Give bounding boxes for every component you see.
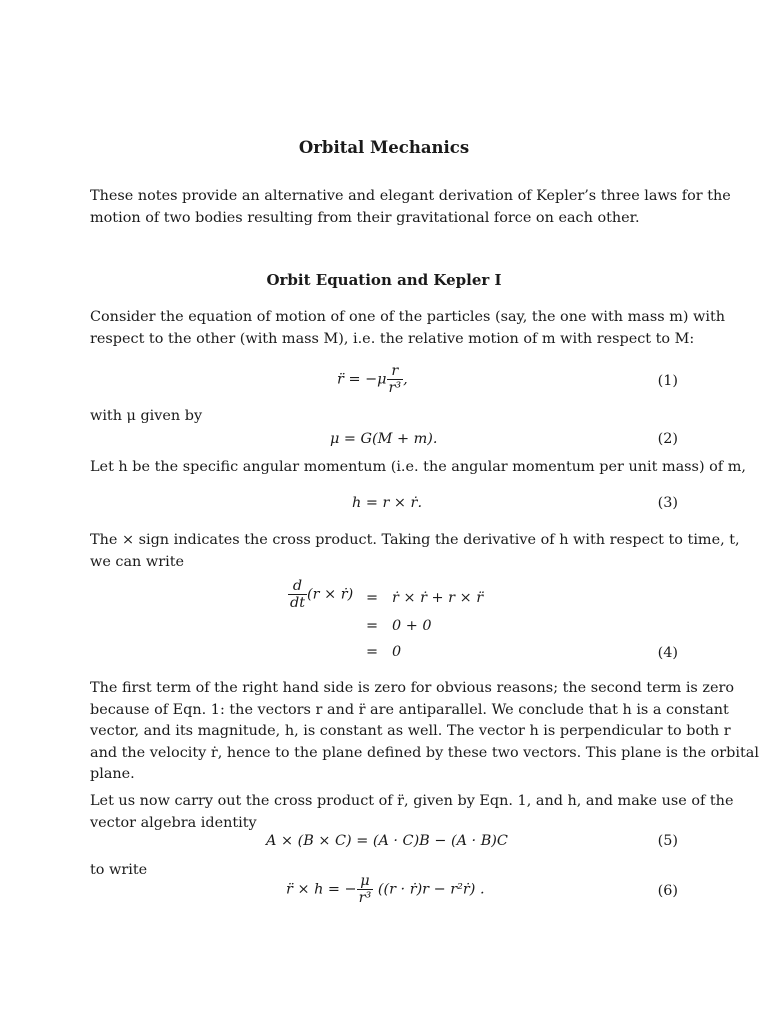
section-title: Orbit Equation and Kepler I bbox=[266, 271, 502, 289]
eq4-eqsign-2: = bbox=[366, 618, 379, 634]
with-mu-text: with μ given by bbox=[90, 408, 203, 424]
eq1-lhs: r̈ = −μ bbox=[337, 371, 387, 388]
eq1-tail: , bbox=[403, 371, 408, 388]
p1-line-1: Consider the equation of motion of one of the particles (say, the one with mass m) with bbox=[90, 309, 726, 325]
p1-line-2: respect to the other (with mass M), i.e. the relative motion of m with respect to M: bbox=[90, 330, 695, 347]
equation-number-6: (6) bbox=[657, 883, 678, 899]
eq4-lhs-expr: (r × ṙ) bbox=[307, 586, 354, 603]
equation-number-1: (1) bbox=[657, 373, 678, 389]
eq1-numerator: r bbox=[387, 363, 404, 380]
equation-1 bbox=[337, 363, 408, 396]
eq1-fraction bbox=[387, 363, 404, 396]
paragraph-cross-identity bbox=[90, 791, 734, 834]
p2-line-5: plane. bbox=[90, 766, 135, 782]
eq4-eqsign-1: = bbox=[366, 590, 379, 606]
equation-number-3: (3) bbox=[657, 495, 678, 511]
intro-paragraph bbox=[90, 186, 731, 229]
intro-line-1: These notes provide an alternative and elegant derivation of Kepler’s three laws for the bbox=[90, 188, 731, 204]
equation-number-2: (2) bbox=[657, 431, 678, 447]
equation-4-lhs bbox=[288, 578, 353, 611]
eq6-numerator: μ bbox=[357, 873, 374, 890]
eq4-eqsign-3: = bbox=[366, 644, 379, 660]
equation-number-4: (4) bbox=[657, 645, 678, 661]
paragraph-equation-of-motion bbox=[90, 307, 726, 350]
eq1-denominator: r³ bbox=[388, 380, 402, 396]
intro-line-2: motion of two bodies resulting from their gravitational force on each other. bbox=[90, 209, 640, 226]
paragraph-conclusion bbox=[90, 678, 759, 786]
p2-line-2: because of Eqn. 1: the vectors r and r̈ are antiparallel. We conclude that h is a constant bbox=[90, 701, 729, 718]
p2-line-4: and the velocity ṙ, hence to the plane defined by these two vectors. This plane is the orbital bbox=[90, 744, 759, 761]
p2-line-3: vector, and its magnitude, h, is constant as well. The vector h is perpendicular to both r bbox=[90, 723, 731, 739]
eq6-fraction bbox=[357, 873, 374, 906]
to-write-text: to write bbox=[90, 862, 148, 878]
eq4-derivative bbox=[288, 578, 307, 611]
eq4-d: d bbox=[288, 578, 307, 595]
equation-number-5: (5) bbox=[657, 833, 678, 849]
eq4-row-2: 0 + 0 bbox=[392, 618, 432, 634]
p3-line-2: vector algebra identity bbox=[90, 814, 257, 831]
paragraph-cross-product bbox=[90, 530, 740, 573]
p2-line-1: The first term of the right hand side is zero for obvious reasons; the second term is zero bbox=[90, 680, 735, 696]
page-title: Orbital Mechanics bbox=[298, 138, 470, 157]
p3-line-1: Let us now carry out the cross product of r̈, given by Eqn. 1, and h, and make use of the bbox=[90, 793, 734, 809]
eq6-lhs: r̈ × h = − bbox=[286, 881, 357, 898]
equation-6 bbox=[286, 873, 485, 906]
eq6-rhs: ((r · ṙ)r − r²ṙ) . bbox=[377, 881, 485, 898]
let-h-text: Let h be the specific angular momentum (i.e. the angular momentum per unit mass) of m, bbox=[90, 459, 746, 475]
equation-3: h = r × ṙ. bbox=[352, 495, 423, 511]
equation-5: A × (B × C) = (A · C)B − (A · B)C bbox=[266, 833, 508, 849]
eq4-dt: dt bbox=[290, 595, 305, 611]
eq6-denominator: r³ bbox=[358, 890, 372, 906]
equation-2: μ = G(M + m). bbox=[330, 431, 438, 447]
p-cross-line-2: we can write bbox=[90, 553, 184, 570]
eq4-row-3: 0 bbox=[392, 644, 402, 660]
p-cross-line-1: The × sign indicates the cross product. Taking the derivative of h with respect to time, t, bbox=[90, 532, 740, 548]
eq4-row-1: ṙ × ṙ + r × r̈ bbox=[392, 590, 484, 606]
